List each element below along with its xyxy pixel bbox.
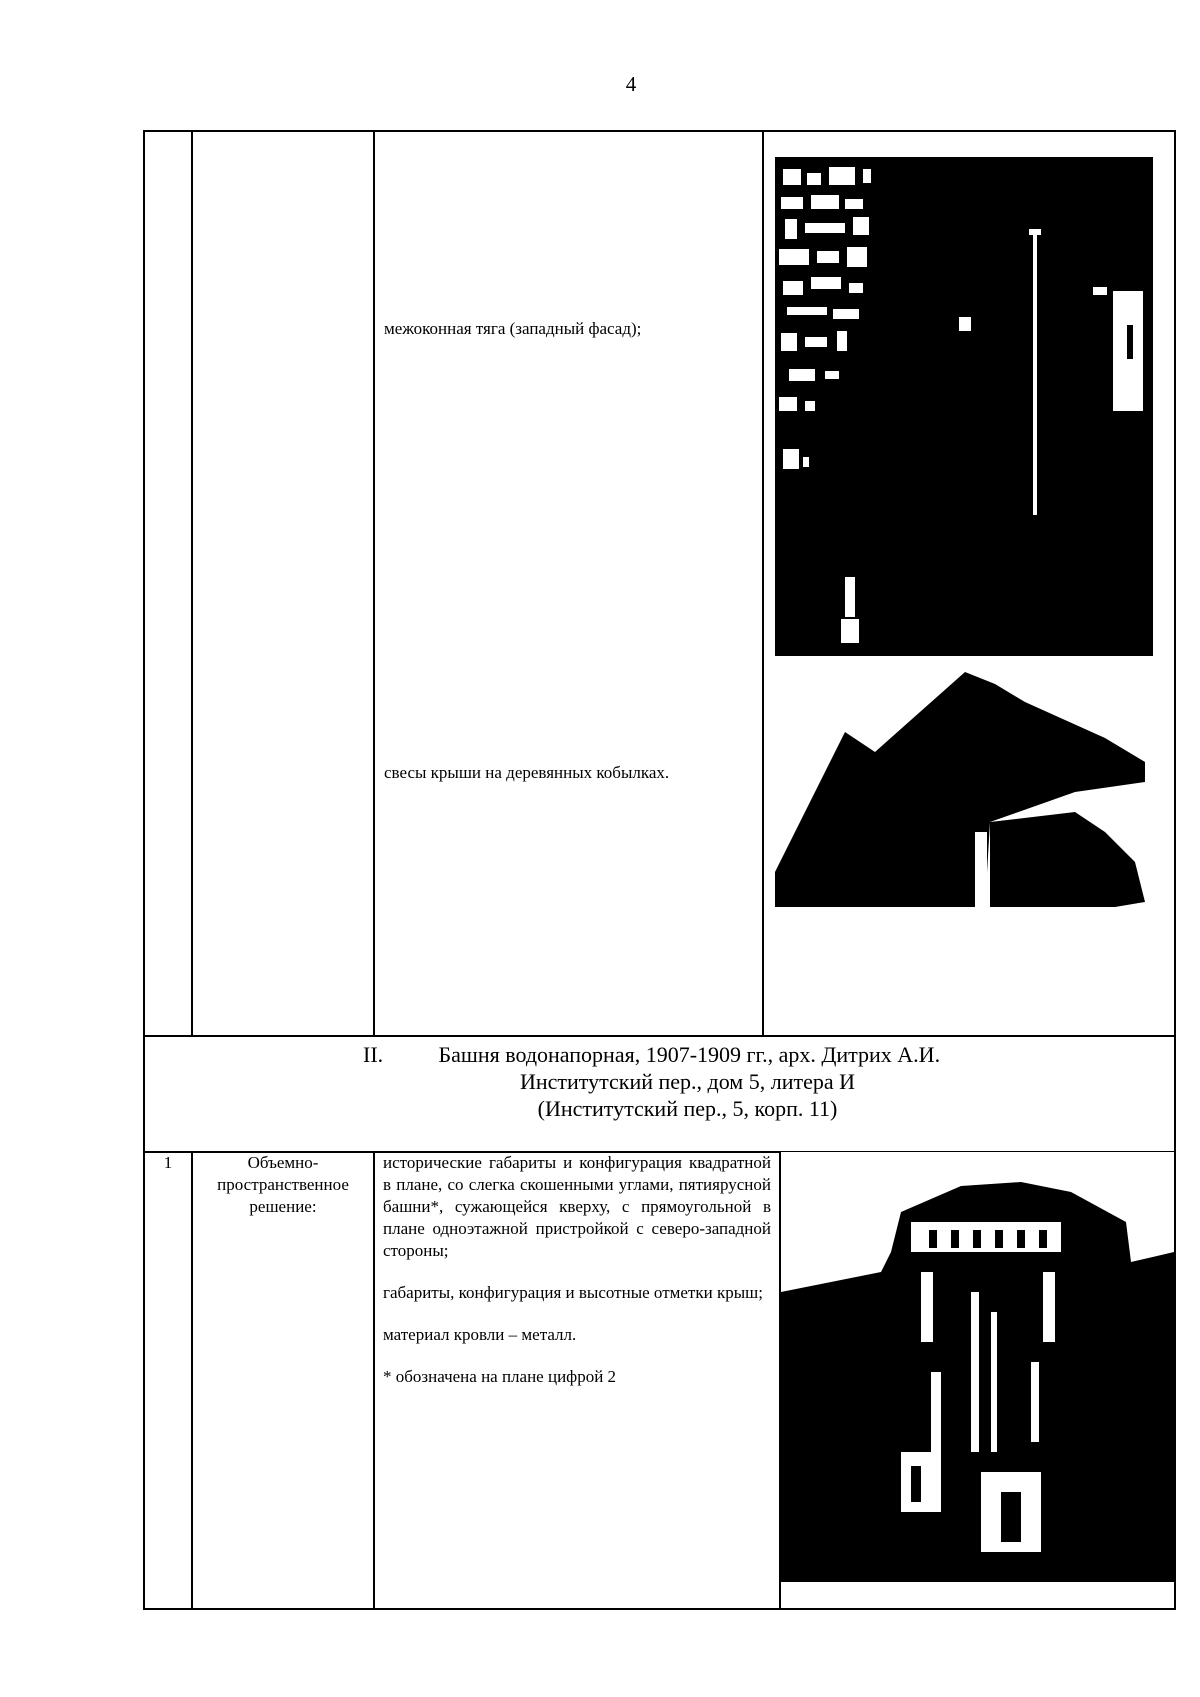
section-title: Башня водонапорная, 1907-1909 гг., арх. Дитрих А.И. <box>438 1042 941 1067</box>
section-address: Институтский пер., дом 5, литера И <box>519 1069 856 1094</box>
col-line-1-top <box>191 130 193 1036</box>
col-line-1-bottom <box>191 1151 193 1610</box>
description-paragraph-2: габариты, конфигурация и высотные отметки крыш; <box>383 1283 763 1302</box>
item-number: 1 <box>163 1153 173 1172</box>
section-address-alt: (Институтский пер., 5, корп. 11) <box>537 1096 838 1121</box>
col-line-3-top <box>762 130 764 1036</box>
table-top-border <box>143 130 1176 132</box>
description-interwindow-cornice: межоконная тяга (западный фасад); <box>384 319 642 338</box>
item-category: Объемно-пространственное решение: <box>217 1153 349 1216</box>
col-line-2-top <box>373 130 375 1036</box>
table-right-border <box>1174 130 1176 1610</box>
description-paragraph-3: материал кровли – металл. <box>383 1325 577 1344</box>
section-heading <box>143 1035 1176 1151</box>
table-bottom-border <box>143 1608 1176 1610</box>
page-number: 4 <box>625 72 637 96</box>
description-roof-eaves: свесы крыши на деревянных кобылках. <box>384 763 670 782</box>
facade-photo <box>775 157 1153 656</box>
roof-eaves-photo <box>775 672 1153 907</box>
section-numeral: II. <box>363 1042 384 1067</box>
protection-table <box>143 130 1176 1610</box>
description-paragraph-4: * обозначена на плане цифрой 2 <box>383 1367 617 1386</box>
water-tower-photo <box>781 1152 1174 1608</box>
table-left-border <box>143 130 145 1610</box>
description-paragraph-1: исторические габариты и конфигурация квадратной в плане, со слегка скошенными углами, пятиярусной башни*, сужающейся кверху, с прямоугольной в плане одноэтажной пристройкой с северо-западной стороны; <box>383 1153 771 1260</box>
col-line-2-bottom <box>373 1151 375 1610</box>
item-description <box>383 1152 771 1388</box>
